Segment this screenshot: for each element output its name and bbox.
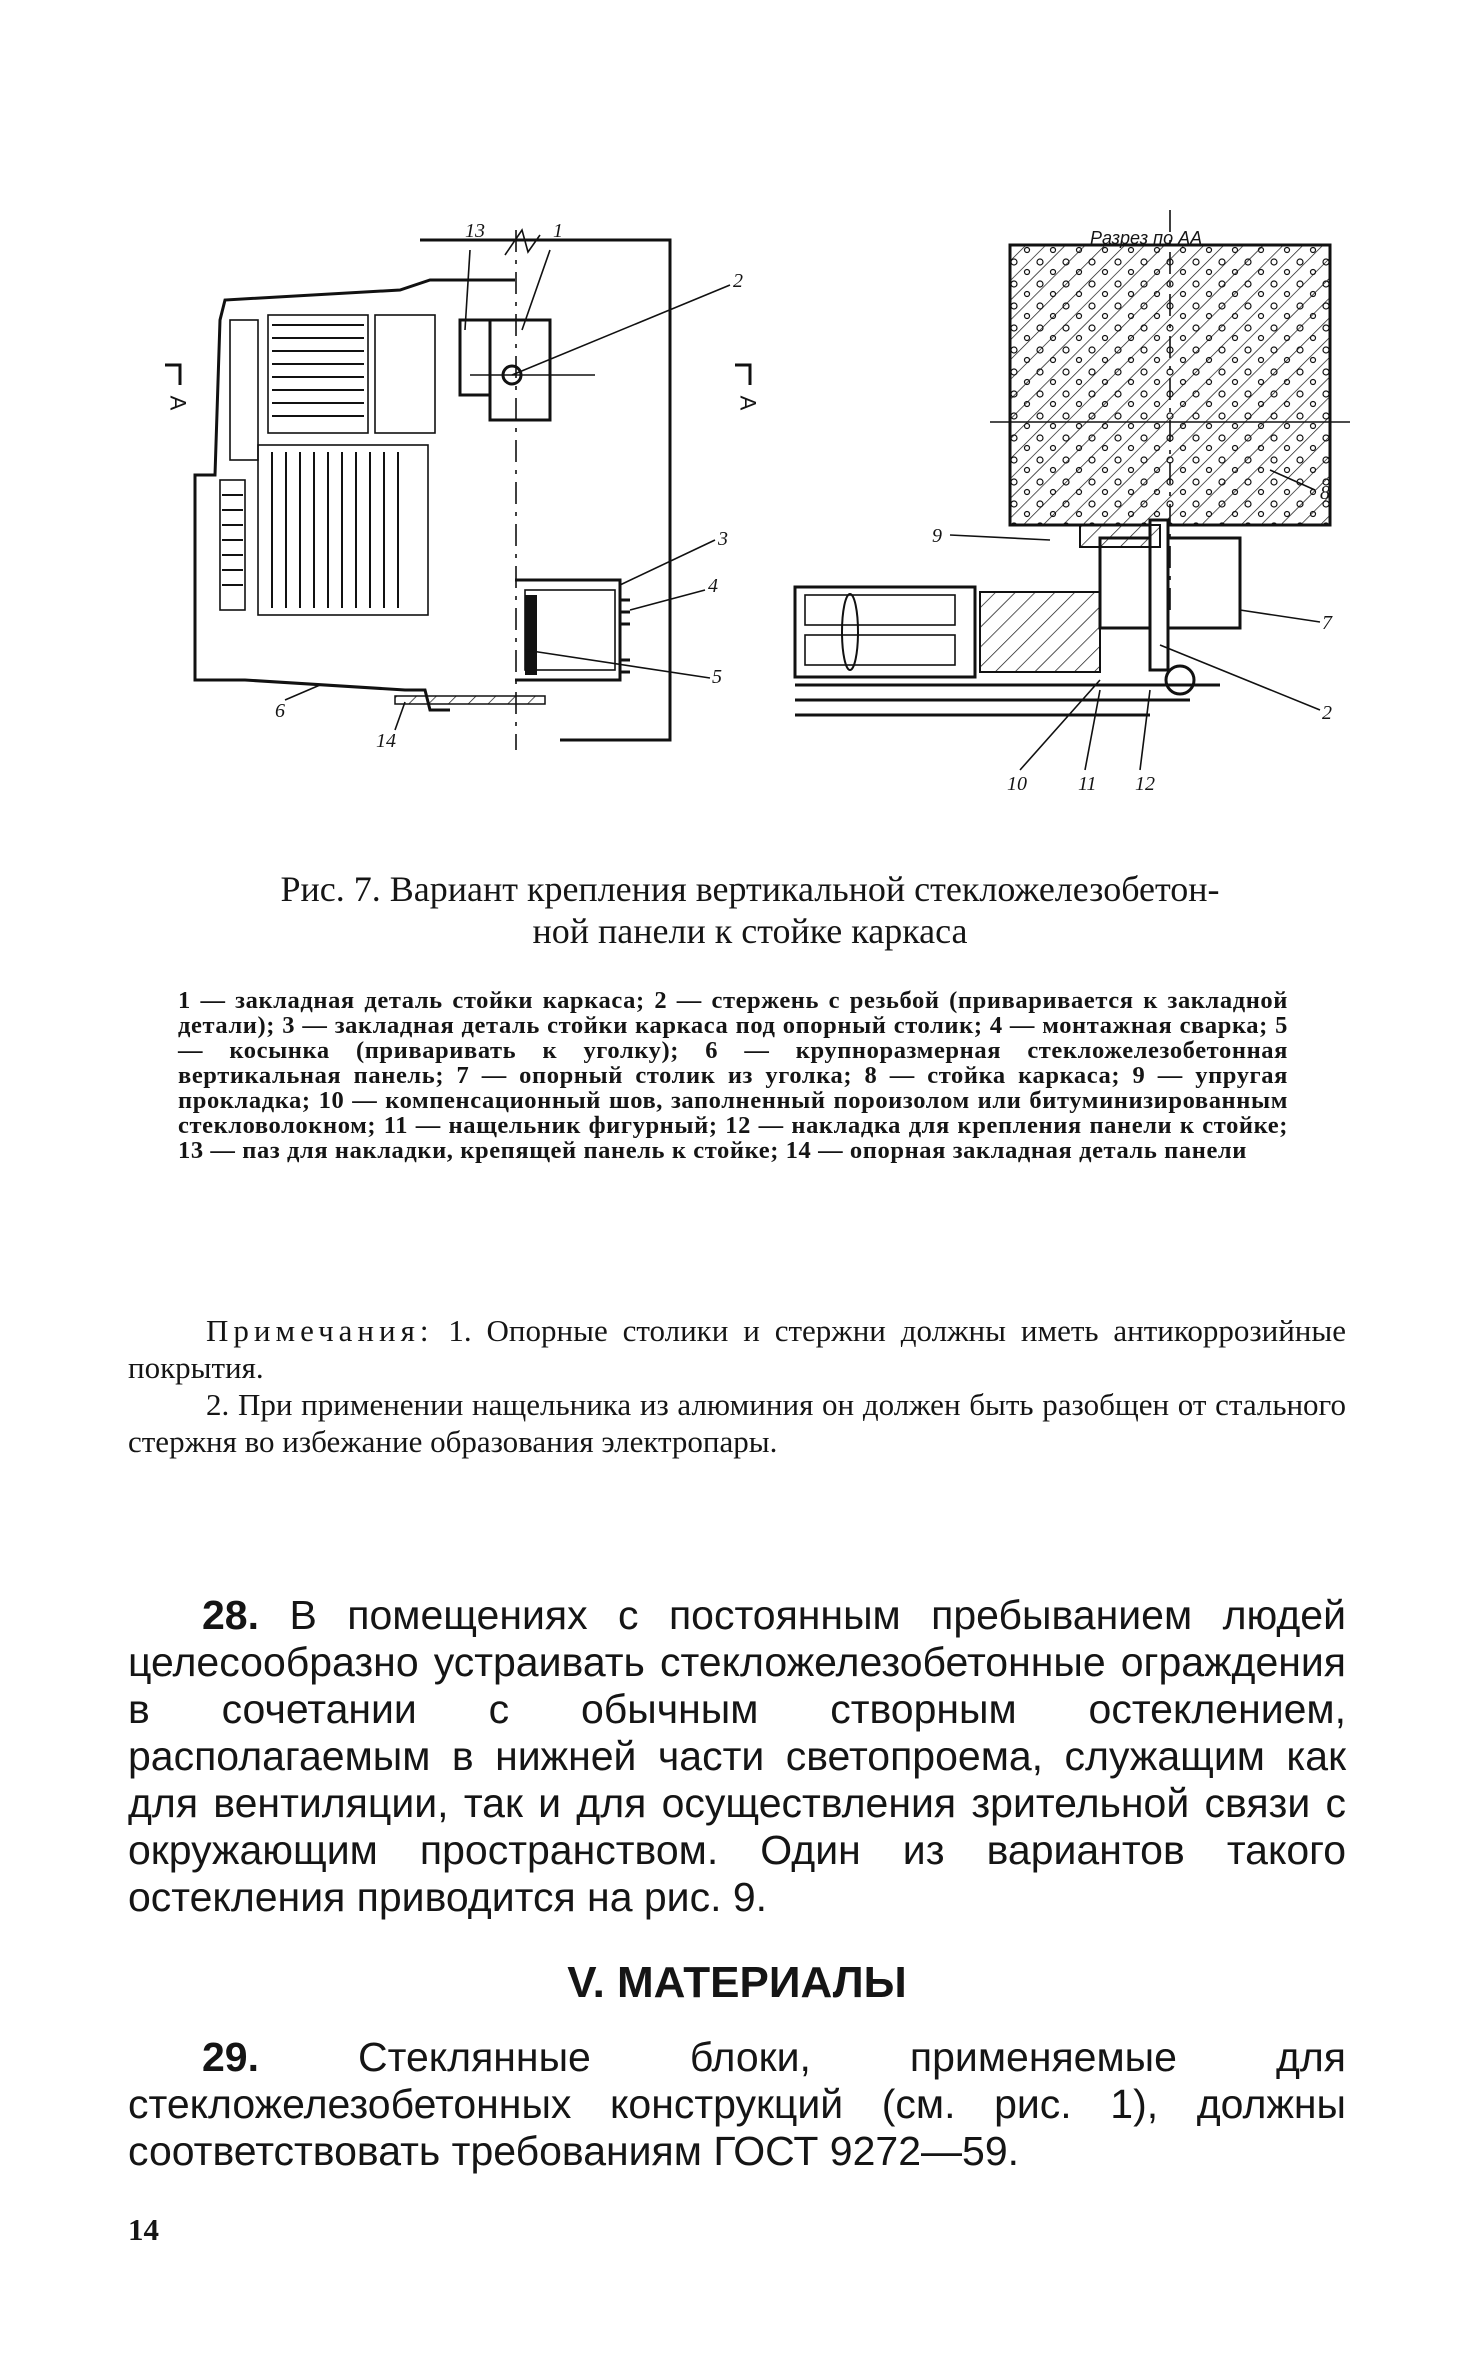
figure-caption [190,868,1310,952]
callout-11: 11 [1078,773,1097,795]
callout-6: 6 [275,700,285,722]
callout-14: 14 [376,730,396,752]
callout-4: 4 [708,575,718,597]
note-2: 2. При применении нащельника из алюминия он должен быть разобщен от стального стержня во избежание образования электропары. [128,1387,1346,1459]
callout-2b: 2 [1322,702,1332,724]
notes-label: Примечания: [206,1313,434,1348]
figure-legend: 1 — закладная деталь стойки каркаса; 2 — стержень с резьбой (приваривается к закладной детали); 3 — закладная деталь стойки каркаса под опорный столик; 4 — монтажная сварка; 5 — косынка (приваривать к уголку); 6 — крупноразмерная стекложелезобетонная вертикальная панель; 7 — опорный столик из уголка; 8 — стойка каркаса; 9 — упругая прокладка; 10 — компенсационный шов, заполненный пороизолом или битуминизированным стекловолокном; 11 — нащельник фигурный; 12 — накладка для крепления панели к стойке; 13 — паз для накладки, крепящей панель к стойке; 14 — опорная закладная деталь панели [178,987,1288,1164]
section-heading: V. МАТЕРИАЛЫ [567,1958,907,2007]
caption-line-2: ной панели к стойке каркаса [532,911,968,951]
technical-drawing [150,190,1350,860]
callout-12: 12 [1135,773,1155,795]
notes-block [128,1312,1346,1460]
callout-13: 13 [465,220,485,242]
paragraph-29 [128,2034,1346,2175]
callout-5: 5 [712,666,722,688]
figure-7 [150,190,1350,860]
paragraph-text: В помещениях с постоянным пребыванием людей целесообразно устраивать стекложелезобетонные ограждения в сочетании с обычным створным остеклением, располагаемым в нижней части светопроема, служащим как для вентиляции, так и для осуществления зрительной связи с окружающим пространством. Один из вариантов такого остекления приводится на рис. 9. [128,1592,1346,1920]
section-label: Разрез по АА [1090,228,1203,248]
callout-7: 7 [1322,612,1332,634]
paragraph-number: 28. [202,1592,259,1638]
note-1-text: 1. Опорные столики и стержни должны иметь антикоррозийные покрытия. [128,1313,1346,1385]
paragraph-text: Стеклянные блоки, применяемые для стекложелезобетонных конструкций (см. рис. 1), должны соответствовать требованиям ГОСТ 9272—59. [128,2034,1346,2174]
callout-9: 9 [932,525,942,547]
axis-mark-right: А [735,395,761,411]
callout-2: 2 [733,270,743,292]
elevation-view [165,230,750,750]
caption-line-1: Рис. 7. Вариант крепления вертикальной стекложелезобетон- [280,869,1220,909]
section-view [795,210,1350,770]
callout-10: 10 [1007,773,1027,795]
note-1 [128,1312,1346,1386]
paragraph-number: 29. [202,2034,259,2080]
callout-1: 1 [553,220,563,242]
callout-3: 3 [718,528,728,550]
axis-mark-left: А [165,395,191,411]
callout-8: 8 [1320,482,1330,504]
page-number: 14 [128,2212,159,2247]
paragraph-28 [128,1592,1346,1921]
